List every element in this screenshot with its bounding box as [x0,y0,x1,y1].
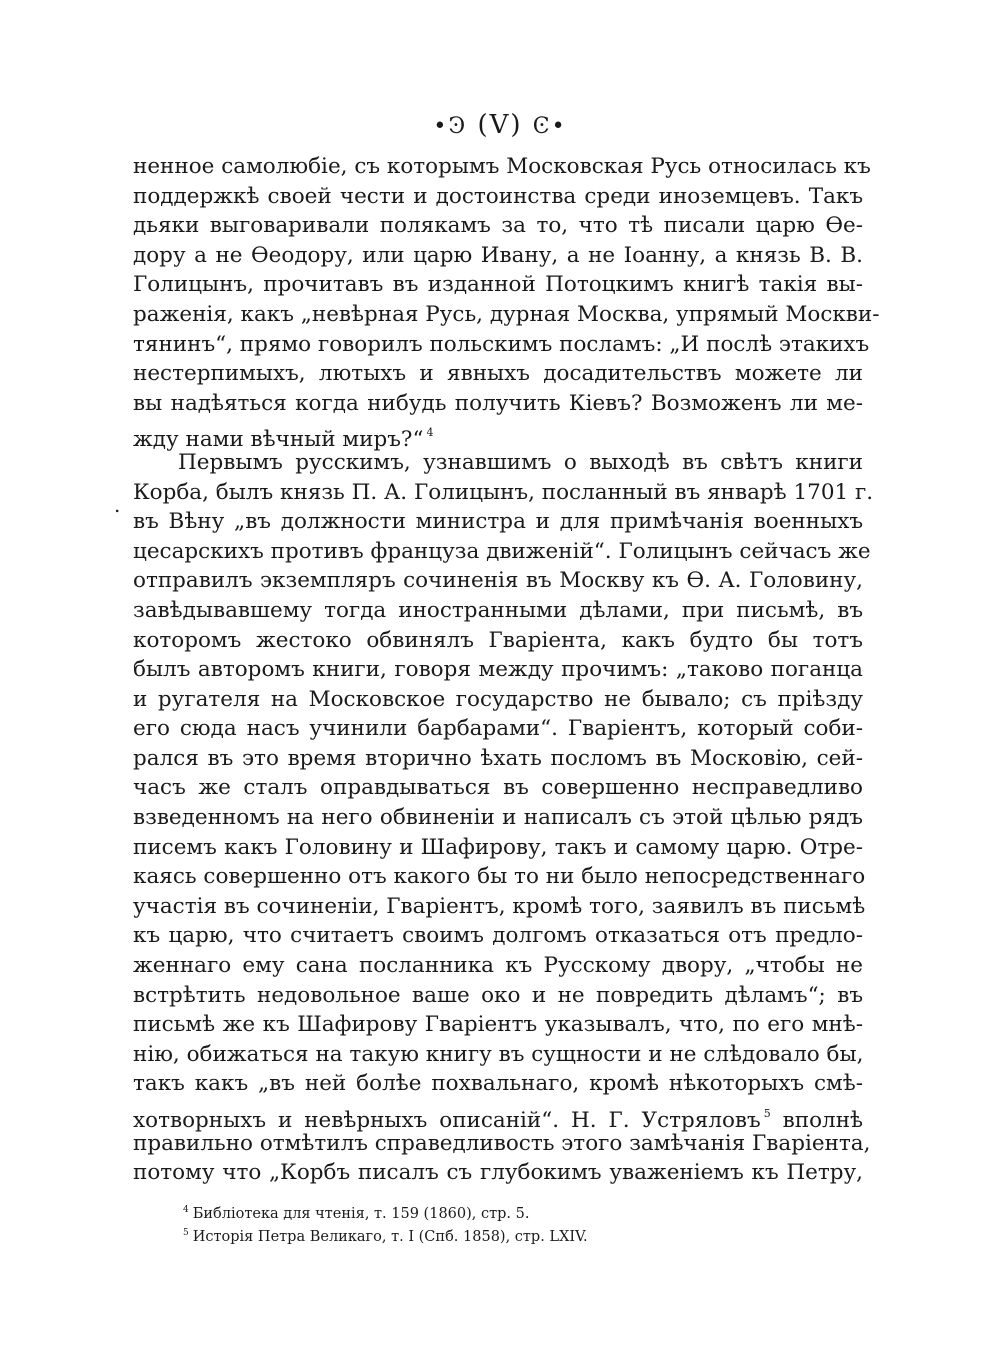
text-line: нію, обижаться на такую книгу въ сущности и не слѣдовало бы, [133,1041,864,1067]
footnote-4 [183,1199,863,1222]
footnote-text: Библіотека для чтенія, т. 159 (1860), стр. 5. [192,1206,530,1222]
text-line: цесарскихъ противъ француза движеній“. Голицынъ сейчасъ же [133,538,871,564]
footnotes [183,1199,863,1245]
body-text [133,152,880,1188]
text-line: къ царю, что считаетъ своимъ долгомъ отказаться отъ предло- [133,923,863,949]
text-line: и ругателя на Московское государство не бывало; съ пріѣзду [133,686,863,712]
text-line: рался въ это время вторично ѣхать посломъ въ Московію, сей- [133,745,863,771]
text-line: Голицынъ, прочитавъ въ изданной Потоцкимъ книгѣ такія вы- [133,272,863,298]
text-line: отправилъ экземпляръ сочиненія въ Москву къ Ѳ. А. Головину, [133,568,863,594]
footnote-5 [183,1222,863,1245]
text-line-prefix: хотворныхъ и невѣрныхъ описаній“. Н. Г. Устряловъ [133,1108,761,1133]
text-line: которомъ жестоко обвинялъ Гваріента, какъ будто бы тотъ [133,627,863,653]
text-line: такъ какъ „въ ней болѣе похвальнаго, кромѣ нѣкоторыхъ смѣ- [133,1071,863,1097]
text-line-content: жду нами вѣчный миръ?“ [133,427,424,453]
text-line: въ Вѣну „въ должности министра и для примѣчанія военныхъ [133,509,863,535]
footnote-ref-4[interactable]: 4 [426,426,434,440]
margin-mark: . [114,493,121,517]
text-line: каясь совершенно отъ какого бы то ни было непосредственнаго [133,864,866,890]
text-line: тянинъ“, прямо говорилъ польскимъ посламъ: „И послѣ этакихъ [133,331,870,357]
text-line: Корба, былъ князь П. А. Голицынъ, посланный въ январѣ 1701 г. [133,479,874,505]
text-line: нестерпимыхъ, лютыхъ и явныхъ досадительствъ можете ли [133,361,863,387]
paragraph-2 [133,448,874,1188]
text-line: дору а не Ѳеодору, или царю Ивану, а не Іоанну, а князь В. В. [133,242,863,268]
text-line: писемъ какъ Головину и Шафирову, такъ и самому царю. Отре- [133,834,863,860]
text-line: встрѣтить недовольное ваше око и не повредить дѣламъ“; въ [133,982,863,1008]
text-line: часъ же сталъ оправдываться въ совершенно несправедливо [133,775,863,801]
text-line: потому что „Корбъ писалъ съ глубокимъ уваженіемъ къ Петру, [133,1160,863,1186]
page-number: (V) [477,110,523,140]
text-line [133,418,863,453]
text-line: вы надѣяться когда нибудь получить Кіевъ? Возможенъ ли ме- [133,390,863,416]
text-line: былъ авторомъ книги, говоря между прочимъ: „таково поганца [133,657,863,683]
left-ornament-icon: •Ͽ [433,113,468,139]
text-line: ненное самолюбіе, съ которымъ Московская Русь относилась къ [133,154,871,179]
right-ornament-icon: Ͼ• [532,113,567,139]
text-line: взведенномъ на него обвиненіи и написалъ съ этой цѣлью рядъ [133,805,863,831]
text-line: правильно отмѣтилъ справедливость этого замѣчанія Гваріента, [133,1130,871,1156]
footnote-ref-5[interactable]: 5 [763,1107,771,1120]
text-line: его сюда насъ учинили барбарами“. Гваріентъ, который соби- [133,716,863,742]
page-header [0,110,1000,140]
text-line: участія въ сочиненіи, Гваріентъ, кромѣ того, заявилъ въ письмѣ [133,893,866,919]
text-line: поддержкѣ своей чести и достоинства среди иноземцевъ. Такъ [133,183,863,209]
text-line: женнаго ему сана посланника къ Русскому двору, „чтобы не [133,953,863,979]
footnote-number: 5 [183,1228,189,1238]
text-line: письмѣ же къ Шафирову Гваріентъ указывалъ, что, по его мнѣ- [133,1012,863,1038]
text-line: дьяки выговаривали полякамъ за то, что тѣ писали царю Ѳе- [133,213,863,239]
text-line: Первымъ русскимъ, узнавшимъ о выходѣ въ свѣтъ книги [178,449,863,475]
paragraph-1 [133,152,880,453]
text-line-with-ref [133,1099,863,1133]
footnote-number: 4 [183,1205,189,1215]
footnote-text: Исторія Петра Великаго, т. I (Спб. 1858), стр. LXIV. [192,1229,588,1245]
text-line-suffix: вполнѣ [782,1108,863,1133]
text-line: раженія, какъ „невѣрная Русь, дурная Москва, упрямый Москви- [133,301,880,327]
text-line: завѣдывавшему тогда иностранными дѣлами, при письмѣ, въ [133,597,863,623]
